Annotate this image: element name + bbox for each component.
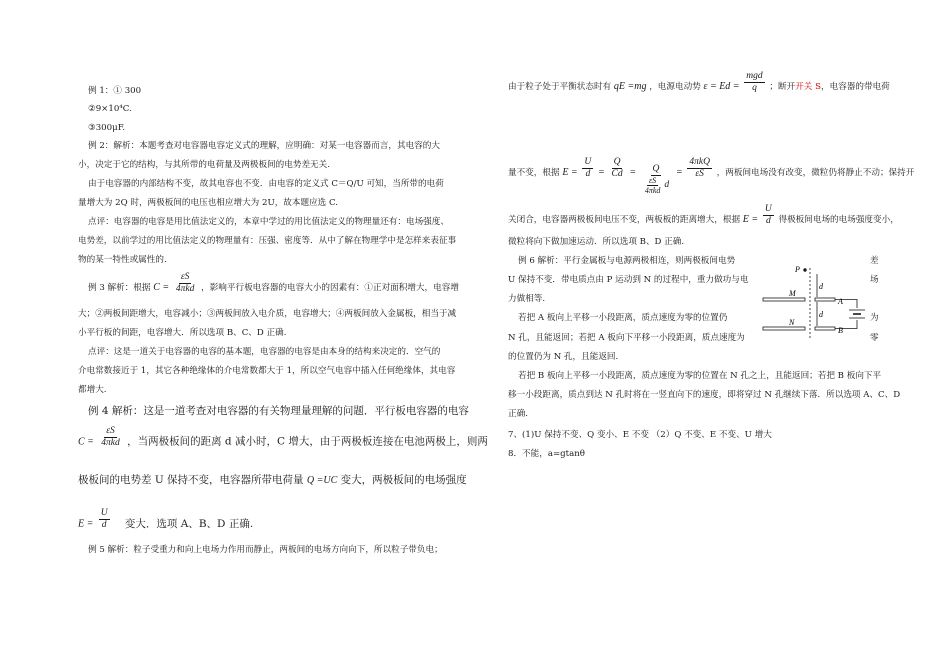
plate-b-left	[763, 327, 805, 330]
formula-c-label-2: C =	[78, 436, 94, 448]
ex4-line3: 极板间的电势差 U 保持不变，电容器所带电荷量 Q =UC 变大，两极板间的电场强度	[78, 474, 467, 486]
label-b: B	[838, 326, 843, 335]
ex6-line1: 例 6 解析：平行金属板与电源两极相连，则两极板间电势	[518, 256, 736, 266]
ex6-line7: 若把 B 板向上平移一小段距离，质点速度为零的位置在 N 孔之上，且能返回；若把 B 板向下平	[518, 371, 882, 381]
ex4-line1: 例 4 解析：这是一道考查对电容器的有关物理量理解的问题．平行板电容器的电容	[88, 405, 469, 417]
ex6-line5: N 孔，且能返回；若把 A 板向下平移一小段距离，质点速度为	[508, 333, 745, 343]
r-line4: 微粒将向下做加速运动．所以选项 B、D 正确.	[508, 237, 685, 247]
ex6-line1-end: 差	[870, 256, 879, 266]
plate-a-left	[763, 298, 805, 301]
ex4-line2	[78, 426, 488, 449]
answer-8: 8．不能，a=gtanθ	[508, 449, 585, 459]
label-m: M	[789, 289, 796, 298]
ex2-line1: 例 2：解析：本题考查对电容器电容定义式的理解，应明确：对某一电容器而言，其电容的大	[88, 141, 440, 151]
ex1-answer-a: 例 1：① 300	[88, 86, 142, 96]
ex6-line2-end: 场	[870, 275, 879, 285]
ex1-answer-b: ②9×10⁴C.	[88, 104, 132, 114]
ex1-answer-c: ③300μF.	[88, 123, 126, 133]
ex4-line4: E = $\frac{U}{d}$ 变大．选项 A、B、D 正确.	[78, 508, 254, 530]
ex4-line2-text: ，当两极板间的距离 d 减小时，C 增大，由于两极板连接在电池两极上，则两	[127, 435, 488, 448]
ex2-line7: 物的某一特性或属性的.	[78, 255, 167, 265]
point-p	[804, 269, 807, 272]
r-line2: 量不变，根据 E = $\frac{U}{d}$ = $\frac{Q}{Cd}$ = Q $\frac{\varepsilon S}{\text{4πkd}}$ d = $\frac{\text{4πkQ}}{\varepsilon S}$ ，两板间电场没有改变，微粒仍将静止不动；保持开	[508, 157, 915, 195]
label-p: P	[795, 265, 800, 274]
ex3-line4: 点评：这是一道关于电容器的电容的基本题，电容器的电容是由本身的结构来决定的．空气的	[88, 347, 441, 357]
formula-capacitance: $\frac{\varepsilon S}{\text{4πkd}}$	[175, 272, 195, 294]
ex3-line5: 介电常数接近于 1，其它各种绝缘体的介电常数都大于 1，所以空气电容中插入任何绝缘体，其电容	[78, 366, 456, 376]
ex3-suffix: ，影响平行板电容器的电容大小的因素有：①正对面积增大，电容增	[201, 283, 459, 293]
ex6-line8: 移一小段距离，质点到达 N 孔时将在一竖直向下的速度，即将穿过 N 孔继续下落．所以选项 A、C、D	[508, 390, 901, 400]
capacitor-circuit-diagram	[755, 260, 870, 352]
plate-b-right	[815, 327, 835, 330]
ex6-line5-end: 零	[870, 333, 879, 343]
formula-e-label: E =	[78, 518, 94, 530]
answer-7: 7、(1)U 保持不变、Q 变小、E 不变 （2）Q 不变、E 不变、U 增大	[508, 430, 772, 440]
formula-q-cd: $\frac{Q}{Cd}$	[611, 157, 623, 179]
label-a: A	[838, 297, 843, 306]
formula-mgd-q: $\frac{\text{mgd}}{q}$	[746, 71, 763, 93]
formula-u-d: $\frac{U}{d}$	[584, 157, 592, 179]
ex6-line4-end: 为	[870, 313, 879, 323]
ex2-line2: 小，决定于它的结构，与其所带的电荷量及两极板间的电势差无关.	[78, 160, 330, 170]
ex3-prefix: 例 3 解析：根据	[88, 283, 151, 293]
ex6-line2: U 保持不变．带电质点由 P 运动到 N 的过程中，重力做功与电	[508, 275, 749, 285]
formula-c-label: C =	[153, 282, 170, 293]
ex5-line1: 例 5 解析：粒子受重力和向上电场力作用而静止，两板间的电场方向向下，所以粒子带负电；	[88, 545, 443, 555]
formula-compound: Q $\frac{\varepsilon S}{\text{4πkd}}$ d	[644, 164, 670, 195]
ex2-line3: 由于电容器的内部结构不变，故其电容也不变．由电容的定义式 C＝Q/U 可知，当所带的电荷	[88, 179, 444, 189]
ex6-line6: 的位置仍为 N 孔，且能返回.	[508, 352, 619, 362]
label-d2: d	[819, 310, 823, 319]
ex2-line6: 电势差，以前学过的用比值法定义的物理量有：压强、密度等．从中了解在物理学中是怎样来表征事	[78, 236, 457, 246]
ex2-line4: 量增大为 2Q 时，两极板间的电压也相应增大为 2U，故本题应选 C.	[78, 198, 338, 208]
ex3-line3: 小平行板的间距，电容增大．所以选项 B、C、D 正确.	[78, 328, 287, 338]
ex6-line9: 正确.	[508, 409, 528, 419]
ex6-line4: 若把 A 板向上平移一小段距离，质点速度为零的位置仍	[518, 313, 728, 323]
formula-4pikq: $\frac{\text{4πkQ}}{\varepsilon S}$	[689, 157, 710, 179]
ex3-line6: 都增大.	[78, 385, 107, 395]
formula-u-d-2: $\frac{U}{d}$	[764, 204, 772, 226]
ex3-line1	[88, 272, 459, 295]
formula-qe-mg: qE =mg	[613, 81, 647, 92]
ex6-line3: 力做相等.	[508, 294, 546, 304]
formula-q-uc: Q =UC	[306, 475, 338, 486]
r-line3: 关闭合，电容器两极板间电压不变，两板板的距离增大，根据 E = $\frac{U}{d}$ 得极板间电场的电场强度变小，	[508, 204, 899, 226]
ex3-line2: 大；②两板间距增大，电容减小；③两板间放入电介质，电容增大；④两板间放入金属板，相当于减	[78, 309, 457, 319]
switch-s-highlight: 开关 S	[795, 82, 821, 92]
ex2-line5: 点评：电容器的电容是用比值法定义的，本章中学过的用比值法定义的物理量还有：电场强度、	[88, 217, 449, 227]
r-line1: 由于粒子处于平衡状态时有 qE =mg ，电源电动势 ε = Ed = $\frac{\text{mgd}}{q}$ ；断开开关 S，电容器的带电荷	[508, 71, 890, 93]
plate-a-right	[815, 298, 835, 301]
label-n: N	[789, 318, 795, 327]
formula-emf: ε = Ed =	[703, 81, 740, 92]
formula-capacitance-2: $\frac{\varepsilon S}{\text{4πkd}}$	[101, 426, 120, 448]
label-d1: d	[819, 282, 823, 291]
formula-e-u-d: $\frac{U}{d}$	[100, 508, 108, 530]
